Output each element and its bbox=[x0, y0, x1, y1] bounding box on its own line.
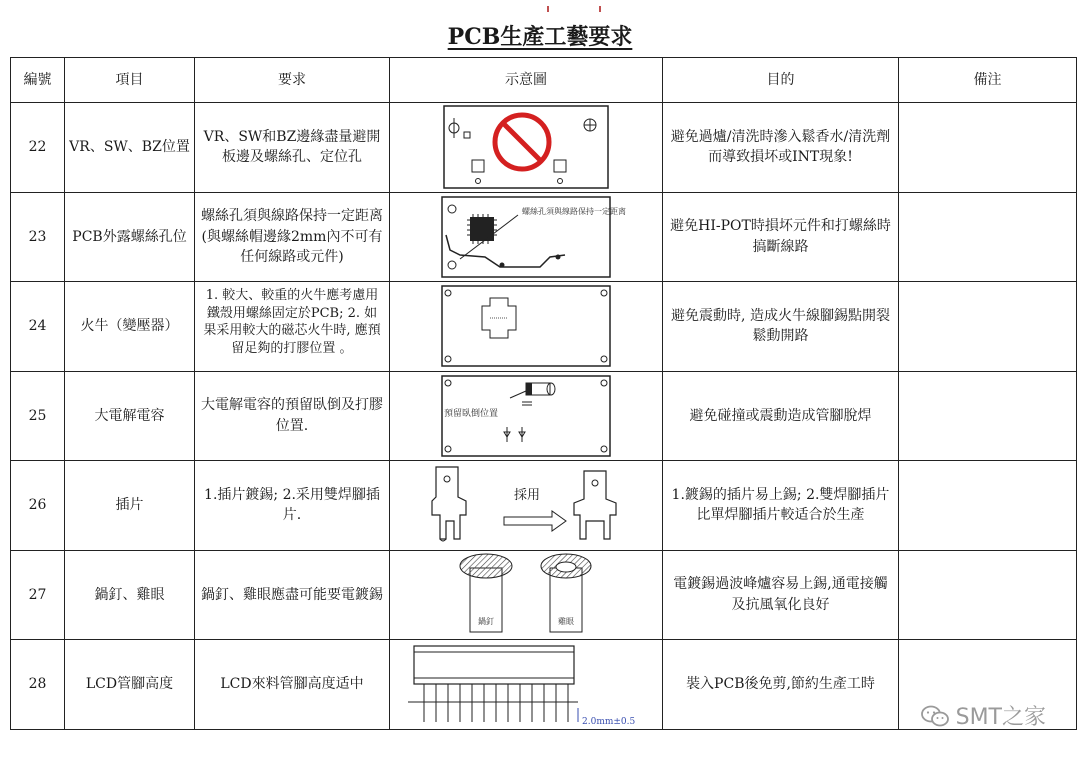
table-header-row bbox=[11, 58, 1077, 103]
row-diagram bbox=[390, 371, 663, 461]
col-header-purpose: 目的 bbox=[663, 58, 899, 103]
pin-height-label: 2.0mm±0.5 bbox=[582, 716, 636, 727]
page-title: PCB生產工藝要求 bbox=[447, 24, 633, 50]
requirements-table bbox=[10, 57, 1077, 730]
row-item: LCD管腳高度 bbox=[65, 640, 195, 730]
row-requirement: 螺絲孔須與線路保持一定距离(與螺絲帽邊緣2mm內不可有任何線路或元件) bbox=[195, 192, 390, 282]
row-requirement: 大電解電容的預留臥倒及打膠位置. bbox=[195, 371, 390, 461]
screw-hole-diagram bbox=[440, 195, 626, 279]
col-header-diagram: 示意圖 bbox=[390, 58, 663, 103]
row-note bbox=[899, 371, 1077, 461]
row-purpose: 避免過爐/清洗時滲入鬆香水/清洗劑而導致損坏或INT現象! bbox=[663, 103, 899, 193]
row-number: 22 bbox=[11, 103, 65, 193]
row-requirement: LCD來料管腳高度适中 bbox=[195, 640, 390, 730]
row-item: 鍋釘、雞眼 bbox=[65, 550, 195, 640]
row-diagram bbox=[390, 282, 663, 372]
table-row bbox=[11, 550, 1077, 640]
marker-tick bbox=[599, 6, 601, 12]
diagram-label: 預留臥倒位置 bbox=[444, 408, 499, 419]
row-diagram bbox=[390, 550, 663, 640]
row-item: PCB外露螺絲孔位 bbox=[65, 192, 195, 282]
diagram-label: 鍋釘 bbox=[478, 616, 494, 626]
row-number: 27 bbox=[11, 550, 65, 640]
watermark bbox=[920, 700, 1046, 731]
row-diagram bbox=[390, 103, 663, 193]
requirement-text: 1. 較大、較重的火牛應考慮用鐵殼用螺絲固定於PCB; 2. 如果采用較大的磁芯火牛時, 應預留足夠的打膠位置 。 bbox=[203, 288, 381, 356]
row-item: 大電解電容 bbox=[65, 371, 195, 461]
diagram-label: 雞眼 bbox=[558, 616, 574, 626]
table-row bbox=[11, 640, 1077, 730]
row-purpose: 避免碰撞或震動造成管腳脫焊 bbox=[663, 371, 899, 461]
rivet-eyelet-diagram bbox=[456, 552, 596, 638]
row-note bbox=[899, 550, 1077, 640]
row-requirement: 鍋釘、雞眼應盡可能要電鍍錫 bbox=[195, 550, 390, 640]
row-requirement: 1.插片鍍錫; 2.采用雙焊腳插片. bbox=[195, 461, 390, 551]
wechat-icon bbox=[920, 704, 950, 728]
row-diagram bbox=[390, 461, 663, 551]
transformer-diagram bbox=[440, 284, 612, 368]
watermark-text: SMT之家 bbox=[955, 705, 1046, 730]
row-note bbox=[899, 192, 1077, 282]
pcb-no-symbol-diagram bbox=[442, 104, 610, 190]
marker-tick bbox=[547, 6, 549, 12]
row-purpose: 電鍍錫過波峰爐容易上錫,通電接觸及抗風氧化良好 bbox=[663, 550, 899, 640]
row-purpose: 避免HI-POT時損坏元件和打螺絲時搞斷線路 bbox=[663, 192, 899, 282]
table-row bbox=[11, 461, 1077, 551]
row-note bbox=[899, 461, 1077, 551]
diagram-label: 螺絲孔須與線路保持一定距离 bbox=[522, 206, 626, 216]
row-item: 火牛（變壓器） bbox=[65, 282, 195, 372]
row-purpose: 裝入PCB後免剪,節約生產工時 bbox=[663, 640, 899, 730]
row-note bbox=[899, 282, 1077, 372]
row-purpose: 避免震動時, 造成火牛線腳錫點開裂鬆動開路 bbox=[663, 282, 899, 372]
row-number: 24 bbox=[11, 282, 65, 372]
table-row bbox=[11, 282, 1077, 372]
lcd-pin-diagram bbox=[406, 642, 646, 728]
row-requirement: VR、SW和BZ邊緣盡量避開板邊及螺絲孔、定位孔 bbox=[195, 103, 390, 193]
row-diagram bbox=[390, 192, 663, 282]
table-row bbox=[11, 103, 1077, 193]
adopt-label: 採用 bbox=[514, 488, 541, 504]
col-header-note: 備注 bbox=[899, 58, 1077, 103]
table-row bbox=[11, 192, 1077, 282]
col-header-no: 編號 bbox=[11, 58, 65, 103]
row-number: 28 bbox=[11, 640, 65, 730]
terminal-tab-diagram bbox=[426, 463, 626, 547]
capacitor-diagram bbox=[440, 374, 612, 458]
row-number: 23 bbox=[11, 192, 65, 282]
row-note bbox=[899, 103, 1077, 193]
col-header-item: 項目 bbox=[65, 58, 195, 103]
row-item: 插片 bbox=[65, 461, 195, 551]
row-item: VR、SW、BZ位置 bbox=[65, 103, 195, 193]
row-number: 25 bbox=[11, 371, 65, 461]
col-header-requirement: 要求 bbox=[195, 58, 390, 103]
table-row bbox=[11, 371, 1077, 461]
row-diagram bbox=[390, 640, 663, 730]
row-purpose: 1.鍍錫的插片易上錫; 2.雙焊腳插片比單焊腳插片較适合於生產 bbox=[663, 461, 899, 551]
row-requirement bbox=[195, 282, 390, 372]
row-number: 26 bbox=[11, 461, 65, 551]
